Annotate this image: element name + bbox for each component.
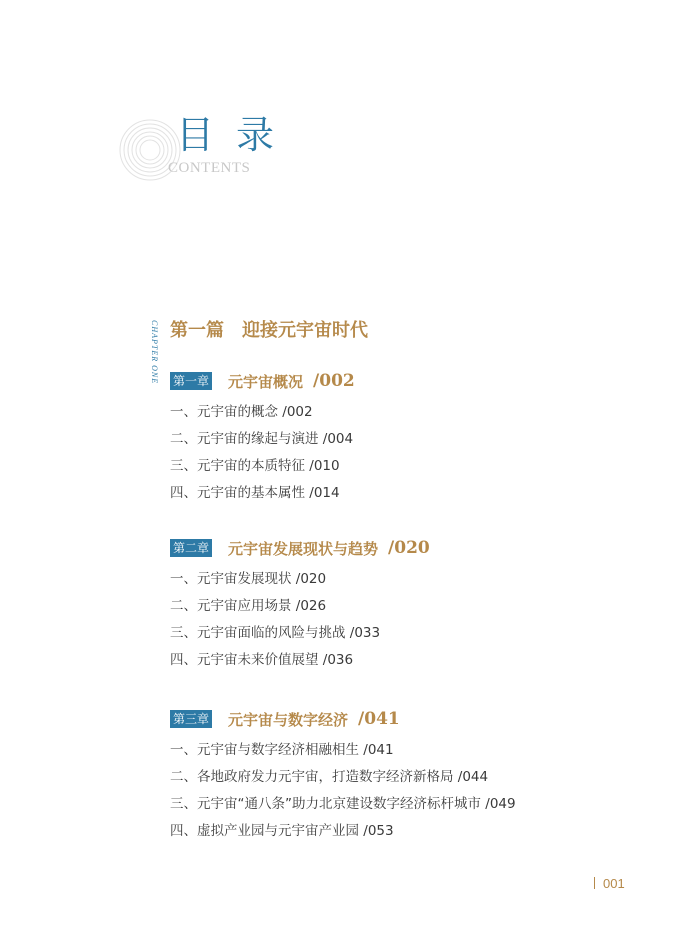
section-item[interactable]: 四、元宇宙的基本属性 /014: [170, 485, 340, 501]
page-subtitle: CONTENTS: [168, 160, 251, 176]
page-number-divider: [594, 877, 595, 889]
part-vertical-label: CHAPTER ONE: [150, 320, 159, 385]
chapter-title: 元宇宙发展现状与趋势: [228, 539, 379, 558]
part-title: 第一篇 迎接元宇宙时代: [170, 320, 368, 341]
chapter-page-ref: /041: [358, 709, 400, 729]
page-title: 目录: [176, 113, 297, 157]
chapter-title: 元宇宙概况: [228, 372, 304, 391]
chapter-page-ref: /002: [313, 371, 355, 391]
section-list: [170, 566, 590, 674]
section-item[interactable]: 四、虚拟产业园与元宇宙产业园 /053: [170, 823, 394, 839]
page-number-text: 001: [603, 876, 625, 891]
section-item[interactable]: 二、各地政府发力元宇宙，打造数字经济新格局 /044: [170, 769, 489, 785]
chapter-section: [170, 536, 590, 674]
section-item[interactable]: 一、元宇宙与数字经济相融相生 /041: [170, 742, 394, 758]
section-item[interactable]: 一、元宇宙发展现状 /020: [170, 571, 327, 587]
chapter-section: [170, 707, 590, 845]
section-item[interactable]: 三、元宇宙“通八条”助力北京建设数字经济标杆城市 /049: [170, 796, 516, 812]
section-item[interactable]: 三、元宇宙的本质特征 /010: [170, 458, 340, 474]
page-number: [594, 876, 625, 891]
chapter-badge: 第一章: [170, 372, 212, 390]
chapter-heading[interactable]: [170, 536, 590, 560]
section-item[interactable]: 四、元宇宙未来价值展望 /036: [170, 652, 354, 668]
section-list: [170, 737, 590, 845]
chapter-page-ref: /020: [388, 538, 430, 558]
chapter-heading[interactable]: [170, 707, 590, 731]
chapter-heading[interactable]: [170, 369, 590, 393]
section-item[interactable]: 二、元宇宙应用场景 /026: [170, 598, 327, 614]
chapter-section: [170, 369, 590, 507]
chapter-title: 元宇宙与数字经济: [228, 710, 349, 729]
section-item[interactable]: 二、元宇宙的缘起与演进 /004: [170, 431, 354, 447]
section-item[interactable]: 一、元宇宙的概念 /002: [170, 404, 313, 420]
section-list: [170, 399, 590, 507]
chapter-badge: 第二章: [170, 539, 212, 557]
chapter-badge: 第三章: [170, 710, 212, 728]
section-item[interactable]: 三、元宇宙面临的风险与挑战 /033: [170, 625, 381, 641]
